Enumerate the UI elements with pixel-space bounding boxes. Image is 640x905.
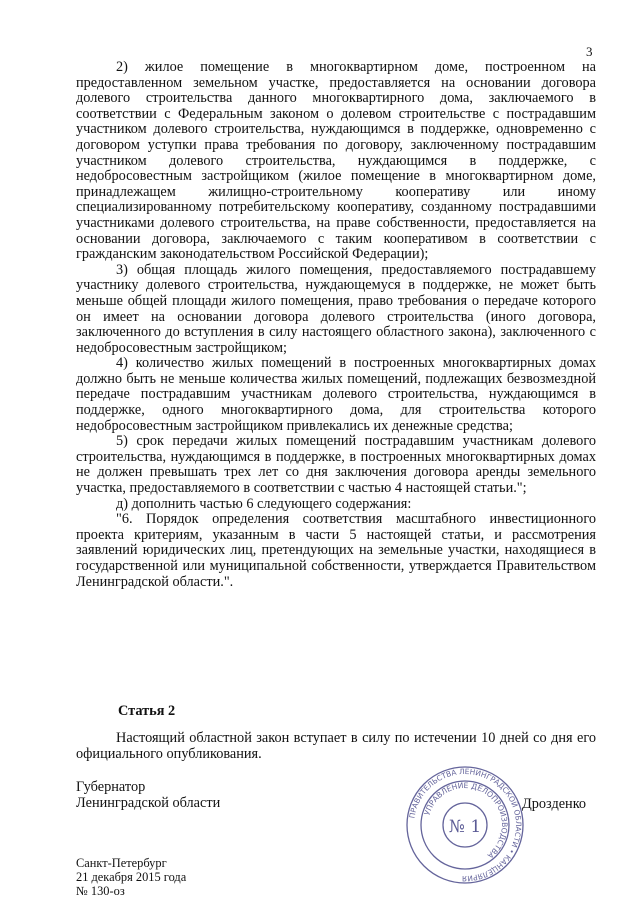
signature-title-line1: Губернатор — [76, 779, 146, 795]
law-body — [76, 60, 596, 590]
article-text — [76, 731, 596, 762]
signature-title — [76, 780, 220, 812]
paragraph-5: 5) срок передачи жилых помещений пострадавшим участникам долевого строительства, нуждающимся в поддержке, в построенных многоквартирных домах не должен превышать трех лет со дня заключения договора аренды земельного участка, предоставляемого в соответствии с частью 4 настоящей статьи."; — [76, 433, 596, 497]
signature-title-line2: Ленинградской области — [76, 794, 221, 811]
paragraph-d: д) дополнить частью 6 следующего содержания: — [116, 495, 412, 512]
article-heading: Статья 2 — [118, 703, 176, 719]
article-paragraph: Настоящий областной закон вступает в силу по истечении 10 дней со дня его официального опубликования. — [76, 730, 596, 762]
paragraph-2: 2) жилое помещение в многоквартирном доме, построенном на предоставленном земельном участке, предоставляется на основании договора долевого строительства данного многоквартирного дома, заключаемого в соответствии с Федеральным законом о долевом строительстве с пострадавшим участником долевого строительства, нуждающимся в поддержке, одновременно с договором уступки права требования по договору, заключенному пострадавшим участником долевого строительства, нуждающимся в поддержке, с недобросовестным застройщиком (жилое помещение в многоквартирном доме, принадлежащем жилищно-строительному кооперативу или иному специализированному потребительскому кооперативу, созданному пострадавшими участниками долевого строительства, на праве собственности, предоставляется на основании договора, заключаемого с таким кооперативом в соответствии с гражданским законодательством Российской Федерации); — [76, 59, 596, 263]
paragraph-4: 4) количество жилых помещений в построенных многоквартирных домах должно быть не меньше количества жилых помещений, подлежащих безвозмездной передаче пострадавшим участникам долевого строительства, нуждающимся в поддержке, одного многоквартирного дома, для строительства которого недобросовестным застройщиком привлекались их денежные средства; — [76, 355, 596, 434]
signature-name: Дрозденко — [522, 796, 587, 812]
seal-outer-text: ПРАВИТЕЛЬСТВА ЛЕНИНГРАДСКОЙ ОБЛАСТИ • КАНЦЕЛЯРИЯ — [407, 766, 524, 884]
paragraph-3: 3) общая площадь жилого помещения, предоставляемого пострадавшему участнику долевого строительства, нуждающемуся в поддержке, не может быть меньше общей площади жилого помещения, право требования о передаче которого он имеет на основании договора долевого строительства (иного договора, заключенного до вступления в силу настоящего областного закона), заключенного с недобросовестным застройщиком; — [76, 261, 596, 356]
paragraph-6-quote: "6. Порядок определения соответствия масштабного инвестиционного проекта критериям, указанным в части 5 настоящей статьи, и рассмотрения заявлений юридических лиц, претендующих на земельные участки, находящиеся в государственной или муниципальной собственности, утверждается Правительством Ленинградской области.". — [76, 511, 596, 590]
footer — [76, 856, 186, 898]
page-number: 3 — [586, 44, 593, 59]
official-seal-stamp — [404, 764, 526, 886]
seal-inner-text: УПРАВЛЕНИЕ ДЕЛОПРОИЗВОДСТВА — [422, 780, 510, 861]
seal-number: № 1 — [448, 817, 482, 837]
footer-city: Санкт-Петербург — [76, 856, 167, 870]
footer-law-number: № 130-оз — [76, 884, 125, 898]
footer-date: 21 декабря 2015 года — [76, 870, 187, 884]
